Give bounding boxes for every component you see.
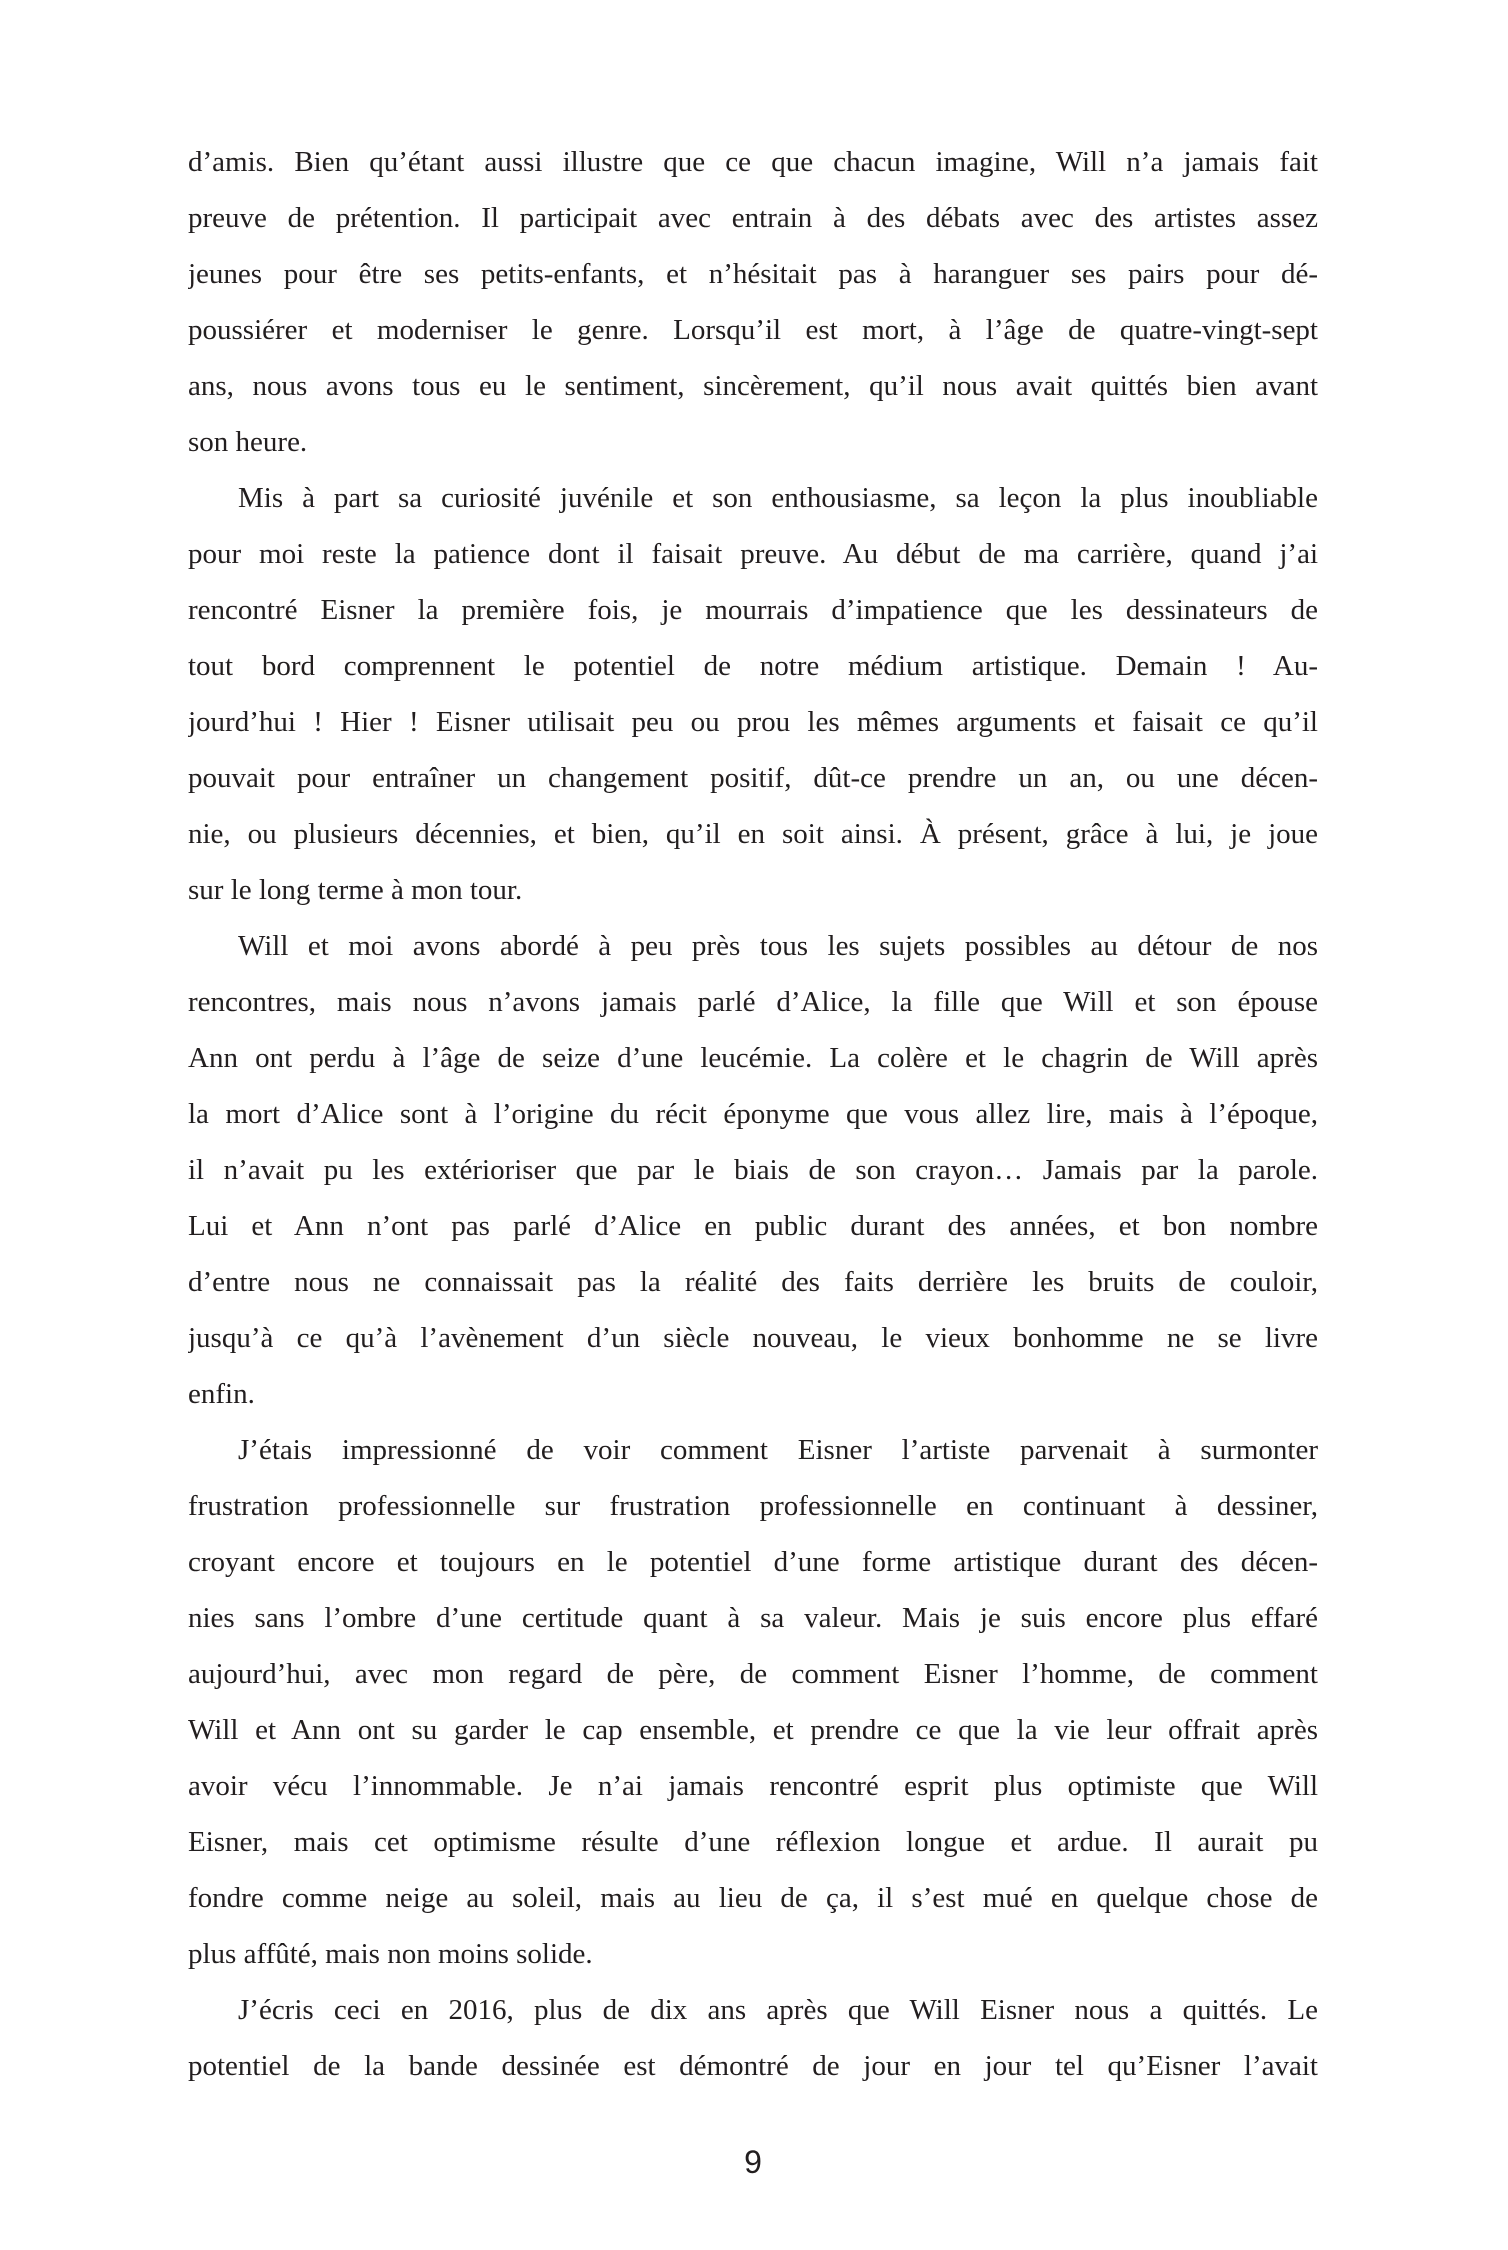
text-line: rencontres, mais nous n’avons jamais parlé d’Alice, la fille que Will et son épouse [188, 986, 1318, 1018]
text-line: jeunes pour être ses petits-enfants, et n’hésitait pas à haranguer ses pairs pour dé- [188, 258, 1318, 290]
text-line: rencontré Eisner la première fois, je mourrais d’impatience que les dessinateurs de [188, 594, 1318, 626]
text-line: enfin. [188, 1378, 255, 1410]
text-line: Eisner, mais cet optimisme résulte d’une réflexion longue et ardue. Il aurait pu [188, 1826, 1318, 1858]
text-line: tout bord comprennent le potentiel de notre médium artistique. Demain ! Au- [188, 650, 1318, 682]
text-line: Ann ont perdu à l’âge de seize d’une leucémie. La colère et le chagrin de Will après [188, 1042, 1318, 1074]
text-line: Will et moi avons abordé à peu près tous les sujets possibles au détour de nos [238, 930, 1318, 962]
text-line: son heure. [188, 426, 308, 458]
text-line: jusqu’à ce qu’à l’avènement d’un siècle nouveau, le vieux bonhomme ne se livre [188, 1322, 1318, 1354]
text-line: jourd’hui ! Hier ! Eisner utilisait peu ou prou les mêmes arguments et faisait ce qu’il [188, 706, 1318, 738]
text-line: avoir vécu l’innommable. Je n’ai jamais rencontré esprit plus optimiste que Will [188, 1770, 1318, 1802]
text-line: plus affûté, mais non moins solide. [188, 1938, 593, 1970]
text-line: d’amis. Bien qu’étant aussi illustre que ce que chacun imagine, Will n’a jamais fait [188, 146, 1318, 178]
text-line: frustration professionnelle sur frustration professionnelle en continuant à dessiner, [188, 1490, 1318, 1522]
page-number: 9 [744, 2144, 762, 2180]
text-line: J’étais impressionné de voir comment Eisner l’artiste parvenait à surmonter [238, 1434, 1318, 1466]
text-line: pouvait pour entraîner un changement positif, dût-ce prendre un an, ou une décen- [188, 762, 1318, 794]
text-line: sur le long terme à mon tour. [188, 874, 523, 906]
text-line: nies sans l’ombre d’une certitude quant à sa valeur. Mais je suis encore plus effaré [188, 1602, 1318, 1634]
text-line: croyant encore et toujours en le potentiel d’une forme artistique durant des décen- [188, 1546, 1318, 1578]
text-line: potentiel de la bande dessinée est démontré de jour en jour tel qu’Eisner l’avait [188, 2050, 1318, 2082]
text-line: pour moi reste la patience dont il faisait preuve. Au début de ma carrière, quand j’ai [188, 538, 1318, 570]
text-line: fondre comme neige au soleil, mais au lieu de ça, il s’est mué en quelque chose de [188, 1882, 1318, 1914]
text-line: J’écris ceci en 2016, plus de dix ans après que Will Eisner nous a quittés. Le [238, 1994, 1318, 2026]
text-line: Will et Ann ont su garder le cap ensemble, et prendre ce que la vie leur offrait après [188, 1714, 1318, 1746]
text-line: poussiérer et moderniser le genre. Lorsqu’il est mort, à l’âge de quatre-vingt-sept [188, 314, 1318, 346]
text-line: Lui et Ann n’ont pas parlé d’Alice en public durant des années, et bon nombre [188, 1210, 1318, 1242]
text-line: aujourd’hui, avec mon regard de père, de comment Eisner l’homme, de comment [188, 1658, 1318, 1690]
text-line: Mis à part sa curiosité juvénile et son enthousiasme, sa leçon la plus inoubliable [238, 482, 1318, 514]
text-line: nie, ou plusieurs décennies, et bien, qu’il en soit ainsi. À présent, grâce à lui, je joue [188, 818, 1318, 850]
text-block [188, 134, 1318, 2094]
text-line: la mort d’Alice sont à l’origine du récit éponyme que vous allez lire, mais à l’époque, [188, 1098, 1318, 1130]
text-line: d’entre nous ne connaissait pas la réalité des faits derrière les bruits de couloir, [188, 1266, 1318, 1298]
text-line: il n’avait pu les extérioriser que par le biais de son crayon… Jamais par la parole. [188, 1154, 1318, 1186]
text-line: preuve de prétention. Il participait avec entrain à des débats avec des artistes assez [188, 202, 1318, 234]
text-line: ans, nous avons tous eu le sentiment, sincèrement, qu’il nous avait quittés bien avant [188, 370, 1318, 402]
